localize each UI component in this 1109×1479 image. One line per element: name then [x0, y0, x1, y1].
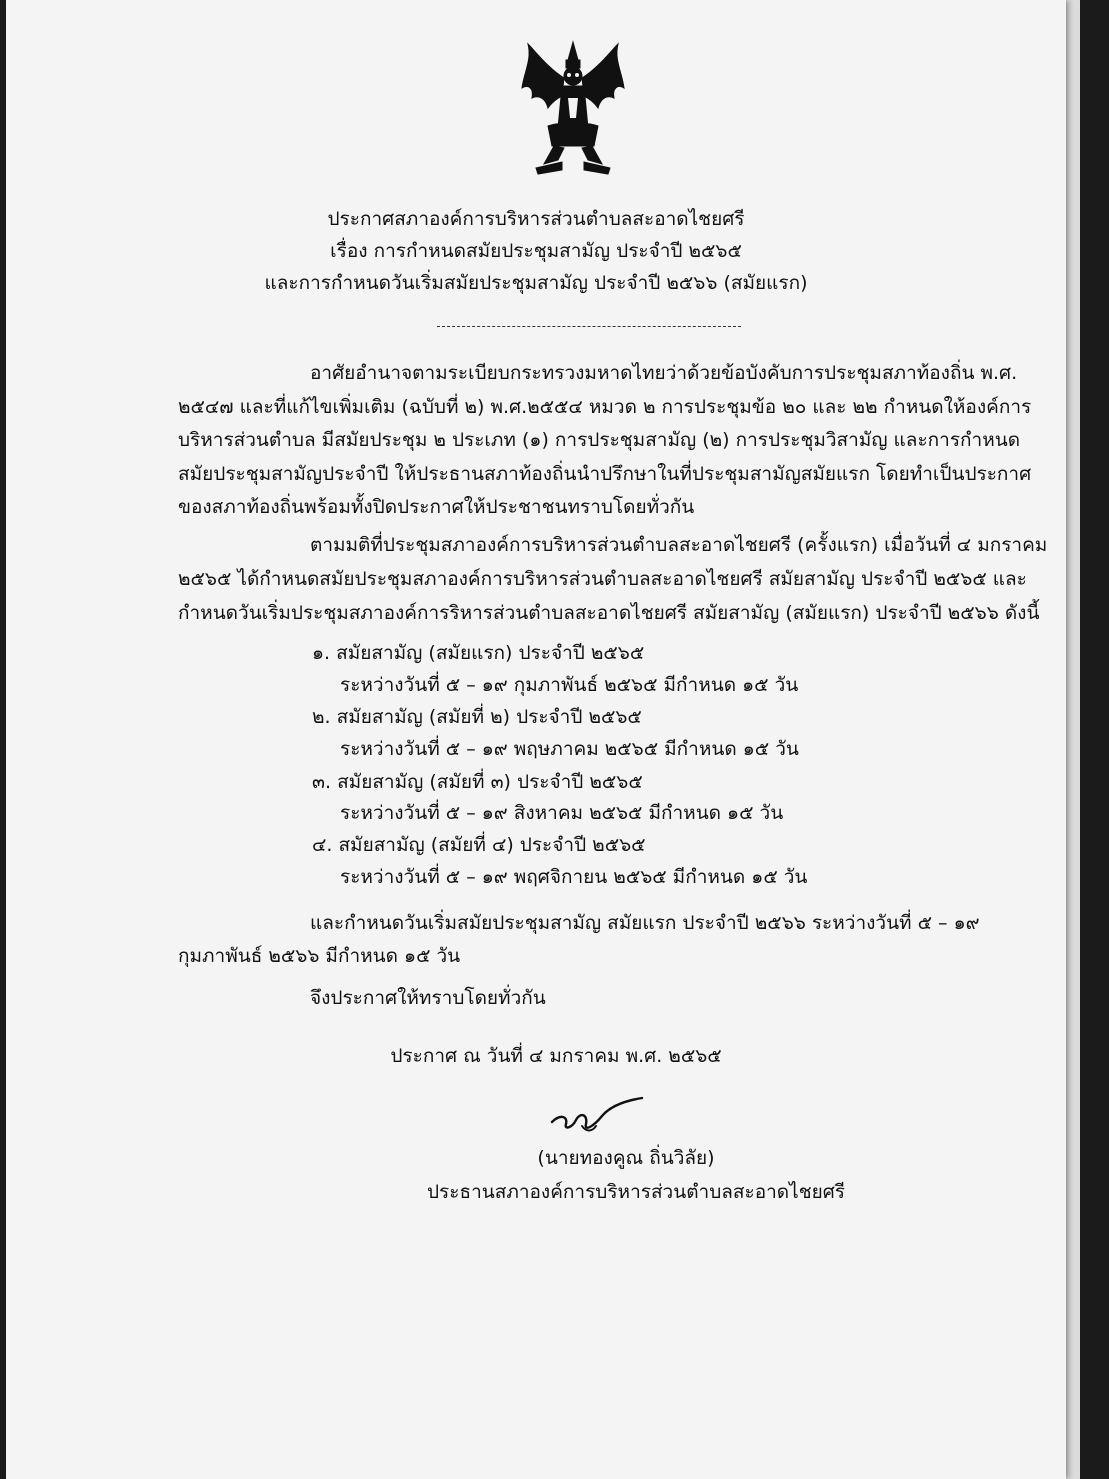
session-period: ระหว่างวันที่ ๕ – ๑๙ พฤษภาคม ๒๕๖๕ มีกำหนด ๑๕ วัน [340, 738, 799, 760]
para2-line: กำหนดวันเริ่มประชุมสภาองค์การริหารส่วนตำบลสะอาดไชยศรี สมัยสามัญ (สมัยแรก) ประจำปี ๒๕๖๖ ดังนี้ [178, 602, 1040, 624]
separator-rule [437, 326, 741, 327]
signatory-position: ประธานสภาองค์การบริหารส่วนตำบลสะอาดไชยศรี [427, 1181, 845, 1203]
session-title: ๓. สมัยสามัญ (สมัยที่ ๓) ประจำปี ๒๕๖๕ [312, 771, 643, 793]
para2-line: ตามมติที่ประชุมสภาองค์การบริหารส่วนตำบลสะอาดไชยศรี (ครั้งแรก) เมื่อวันที่ ๔ มกราคม [310, 534, 1048, 556]
closing-statement: จึงประกาศให้ทราบโดยทั่วกัน [310, 987, 546, 1009]
subject-line: เรื่อง การกำหนดสมัยประชุมสามัญ ประจำปี ๒๕๖๕ [330, 240, 742, 262]
announcement-date: ประกาศ ณ วันที่ ๔ มกราคม พ.ศ. ๒๕๖๕ [390, 1045, 722, 1067]
signatory-name: (นายทองคูณ ถิ่นวิลัย) [537, 1147, 715, 1169]
garuda-emblem-icon [518, 38, 628, 178]
para2-line: ๒๕๖๕ ได้กำหนดสมัยประชุมสภาองค์การบริหารส่วนตำบลสะอาดไชยศรี สมัยสามัญ ประจำปี ๒๕๖๕ และ [178, 568, 1027, 590]
session-title: ๑. สมัยสามัญ (สมัยแรก) ประจำปี ๒๕๖๕ [312, 642, 645, 664]
para1-line: ของสภาท้องถิ่นพร้อมทั้งปิดประกาศให้ประชาชนทราบโดยทั่วกัน [178, 496, 695, 518]
document-page [6, 0, 1066, 1479]
session-title: ๒. สมัยสามัญ (สมัยที่ ๒) ประจำปี ๒๕๖๕ [312, 706, 642, 728]
subject-line-2: และการกำหนดวันเริ่มสมัยประชุมสามัญ ประจำปี ๒๕๖๖ (สมัยแรก) [264, 272, 808, 294]
para1-line: อาศัยอำนาจตามระเบียบกระทรวงมหาดไทยว่าด้วยข้อบังคับการประชุมสภาท้องถิ่น พ.ศ. [310, 362, 1018, 384]
handwritten-signature [546, 1096, 646, 1136]
session-period: ระหว่างวันที่ ๕ – ๑๙ พฤศจิกายน ๒๕๖๕ มีกำหนด ๑๕ วัน [340, 866, 808, 888]
announcement-title: ประกาศสภาองค์การบริหารส่วนตำบลสะอาดไชยศรี [327, 208, 745, 230]
para1-line: บริหารส่วนตำบล มีสมัยประชุม ๒ ประเภท (๑) การประชุมสามัญ (๒) การประชุมวิสามัญ และการกำหนด [178, 429, 1021, 451]
session-period: ระหว่างวันที่ ๕ – ๑๙ สิงหาคม ๒๕๖๕ มีกำหนด ๑๕ วัน [340, 802, 784, 824]
para1-line: ๒๕๔๗ และที่แก้ไขเพิ่มเติม (ฉบับที่ ๒) พ.ศ.๒๕๕๔ หมวด ๒ การประชุมข้อ ๒๐ และ ๒๒ กำหนดให้องค์การ [178, 396, 1032, 418]
session-title: ๔. สมัยสามัญ (สมัยที่ ๔) ประจำปี ๒๕๖๕ [312, 834, 646, 856]
para3-line: และกำหนดวันเริ่มสมัยประชุมสามัญ สมัยแรก ประจำปี ๒๕๖๖ ระหว่างวันที่ ๕ – ๑๙ [310, 912, 980, 934]
para1-line: สมัยประชุมสามัญประจำปี ให้ประธานสภาท้องถิ่นนำปรึกษาในที่ประชุมสามัญสมัยแรก โดยทำเป็นประกาศ [178, 463, 1032, 485]
session-period: ระหว่างวันที่ ๕ – ๑๙ กุมภาพันธ์ ๒๕๖๕ มีกำหนด ๑๕ วัน [340, 674, 799, 696]
para3-line: กุมภาพันธ์ ๒๕๖๖ มีกำหนด ๑๕ วัน [178, 945, 461, 967]
